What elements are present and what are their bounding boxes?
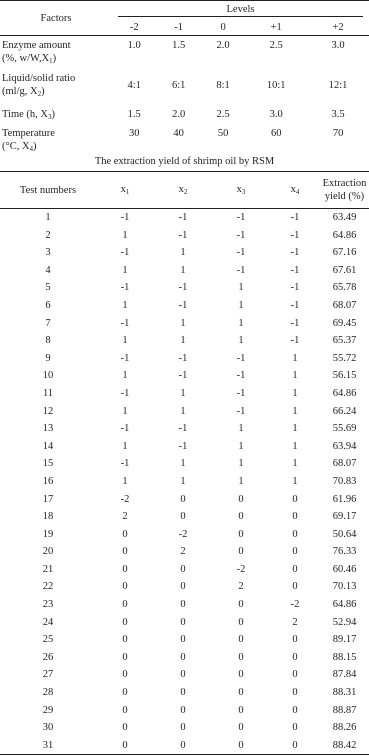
- test-number-cell: 27: [42, 669, 54, 681]
- x3-cell: 0: [238, 704, 244, 716]
- x4-cell: 0: [292, 722, 298, 734]
- x3-cell: 0: [238, 511, 244, 523]
- x-subscript: 3: [241, 188, 246, 196]
- test-number-cell: 26: [42, 651, 54, 663]
- table-row: [0, 684, 369, 702]
- yield-cell: 69.17: [332, 511, 357, 523]
- table-row: [0, 578, 369, 596]
- test-number-cell: 8: [45, 335, 51, 347]
- x2-cell: -1: [178, 423, 188, 435]
- x1-cell: 0: [122, 704, 128, 716]
- factor-unit-close: ): [52, 53, 57, 64]
- table-row: [0, 649, 369, 667]
- x1-cell: 0: [96, 737, 154, 755]
- x2-cell: 0: [180, 634, 186, 646]
- yield-cell: 88.26: [332, 722, 357, 734]
- x-base: x: [120, 184, 126, 195]
- x3-cell: 0: [238, 546, 244, 558]
- x1-cell: 2: [122, 511, 128, 523]
- factor-value: 1.0: [112, 36, 156, 69]
- factor-value: 3.0: [307, 36, 369, 69]
- test-number-cell: 22: [42, 581, 54, 593]
- yield-cell: 88.87: [332, 704, 357, 716]
- x1-cell: 1: [122, 370, 128, 382]
- factor-unit-close: ): [33, 141, 37, 152]
- table-row: [0, 279, 369, 297]
- x1-cell: 0: [122, 722, 128, 734]
- factor-row-enzyme: [0, 36, 369, 69]
- test-number-cell: 14: [42, 440, 54, 452]
- x1-cell: 0: [122, 634, 128, 646]
- test-number-cell: 15: [42, 458, 54, 470]
- test-number-cell: 21: [42, 563, 54, 575]
- test-number-cell: 30: [42, 722, 54, 734]
- x4-cell: 0: [270, 737, 320, 755]
- test-number-cell: 4: [45, 264, 51, 276]
- rsm-results-table: [0, 171, 369, 755]
- x3-cell: -1: [236, 370, 246, 382]
- table-row: [0, 332, 369, 350]
- factor-value: 6:1: [171, 80, 186, 91]
- x2-cell: -1: [178, 370, 188, 382]
- factor-unit: (%, w/W,X: [2, 53, 50, 64]
- x4-cell: 0: [292, 493, 298, 505]
- factor-value: 40: [173, 128, 184, 139]
- x1-cell: 0: [122, 528, 128, 540]
- x1-cell: 0: [122, 687, 128, 699]
- table-row: [0, 702, 369, 720]
- level-header-0: 0: [220, 21, 226, 33]
- x3-cell: 2: [238, 581, 244, 593]
- table-row: [0, 631, 369, 649]
- test-number-cell: 12: [42, 405, 54, 417]
- table-row: [0, 262, 369, 280]
- x4-cell: -1: [290, 299, 300, 311]
- level-header-m2: -2: [129, 21, 139, 33]
- x-subscript: 4: [295, 188, 300, 196]
- x4-cell: 0: [292, 563, 298, 575]
- x4-cell: 0: [292, 651, 298, 663]
- table-row: [0, 473, 369, 491]
- test-number-cell: 6: [45, 299, 51, 311]
- x1-cell: -1: [120, 387, 130, 399]
- factor-subscript: 1: [49, 57, 53, 65]
- x1-cell: 0: [122, 546, 128, 558]
- x3-cell: 1: [238, 458, 244, 470]
- table-row: [0, 244, 369, 262]
- x1-cell: 1: [122, 229, 128, 241]
- x4-cell: 1: [292, 475, 298, 487]
- yield-cell: 65.78: [332, 282, 357, 294]
- x3-cell: -2: [236, 563, 246, 575]
- x3-cell: 0: [238, 616, 244, 628]
- table-row: [0, 666, 369, 684]
- x3-cell: 1: [238, 282, 244, 294]
- x4-cell: -1: [290, 247, 300, 259]
- factor-unit: (°C, X: [2, 141, 30, 152]
- factor-value: 2.0: [172, 109, 186, 120]
- yield-cell: 66.24: [332, 405, 357, 417]
- yield-cell: 68.07: [332, 299, 357, 311]
- x2-cell: 0: [180, 511, 186, 523]
- x1-cell: 0: [122, 599, 128, 611]
- x1-cell: 1: [122, 299, 128, 311]
- x2-cell: 0: [180, 722, 186, 734]
- factor-value: 30: [128, 128, 140, 139]
- x4-header: [270, 172, 320, 209]
- x2-cell: 0: [180, 493, 186, 505]
- yield-cell: 88.15: [332, 651, 357, 663]
- x3-cell: -1: [236, 352, 246, 364]
- x1-cell: 0: [122, 616, 128, 628]
- x1-header: [96, 172, 154, 209]
- x4-cell: -1: [290, 229, 300, 241]
- factor-value: 2.5: [245, 36, 307, 69]
- yield-cell: 50.64: [332, 528, 357, 540]
- test-number-cell: 25: [42, 634, 54, 646]
- table-row: [0, 209, 369, 227]
- x1-cell: -1: [120, 282, 130, 294]
- factor-value: 4:1: [127, 80, 141, 91]
- x2-cell: 1: [180, 335, 186, 347]
- x3-cell: -1: [236, 264, 246, 276]
- yield-cell: 87.84: [332, 669, 357, 681]
- x4-cell: 0: [292, 511, 298, 523]
- x4-cell: -1: [290, 317, 300, 329]
- test-number-cell: 20: [42, 546, 54, 558]
- table-row: [0, 403, 369, 421]
- table-row: [0, 367, 369, 385]
- x3-cell: 1: [238, 317, 244, 329]
- x2-cell: 0: [180, 581, 186, 593]
- x1-cell: -1: [120, 458, 130, 470]
- x2-cell: 1: [180, 475, 186, 487]
- yield-header: [320, 172, 369, 209]
- yield-header-line1: Extraction: [322, 178, 367, 189]
- x-base: x: [178, 184, 184, 195]
- test-number-cell: 16: [42, 475, 54, 487]
- x2-cell: -1: [178, 440, 188, 452]
- x1-cell: 1: [122, 264, 128, 276]
- test-number-cell: 17: [42, 493, 54, 505]
- x4-cell: 1: [292, 387, 298, 399]
- test-number-cell: 10: [42, 370, 54, 382]
- x3-cell: 0: [238, 722, 244, 734]
- x4-cell: 1: [292, 440, 298, 452]
- table-row: [0, 438, 369, 456]
- x4-cell: 2: [292, 616, 298, 628]
- factor-subscript: 2: [37, 90, 42, 98]
- factor-subscript: 3: [48, 113, 52, 121]
- x3-cell: 1: [238, 299, 244, 311]
- x3-header: [212, 172, 270, 209]
- yield-cell: 68.07: [332, 458, 357, 470]
- factor-value: 2.5: [216, 109, 230, 120]
- table-row: [0, 737, 369, 755]
- x2-cell: 0: [180, 704, 186, 716]
- table-row: [0, 719, 369, 737]
- x3-cell: 1: [238, 475, 244, 487]
- x1-cell: -1: [120, 352, 130, 364]
- x3-cell: 0: [238, 599, 244, 611]
- table-row: [0, 297, 369, 315]
- x3-cell: 0: [212, 737, 270, 755]
- yield-cell: 63.94: [332, 440, 357, 452]
- yield-cell: 64.86: [332, 387, 357, 399]
- x2-cell: -1: [178, 212, 188, 223]
- x4-cell: 0: [292, 687, 298, 699]
- x3-cell: 1: [238, 423, 244, 435]
- table-row: [0, 543, 369, 561]
- factor-row-ratio: [0, 68, 369, 101]
- test-number-cell: 18: [42, 511, 54, 523]
- x2-cell: -1: [178, 229, 188, 241]
- factor-row-temperature: [0, 124, 369, 156]
- x2-cell: 1: [180, 387, 186, 399]
- yield-cell: 61.96: [332, 493, 357, 505]
- x2-cell: 0: [180, 669, 186, 681]
- test-number-cell: 23: [42, 599, 54, 611]
- x1-cell: 0: [122, 563, 128, 575]
- x1-cell: 1: [122, 335, 128, 347]
- x2-cell: 2: [180, 546, 186, 558]
- x3-cell: 1: [238, 335, 244, 347]
- x3-cell: 1: [238, 440, 244, 452]
- x4-cell: 0: [292, 546, 298, 558]
- x1-cell: 0: [122, 651, 128, 663]
- test-number-cell: 28: [42, 687, 54, 699]
- rsm-table-body: [0, 209, 369, 755]
- yield-header-line2: yield (%): [324, 191, 365, 202]
- factor-value: 1.5: [127, 109, 141, 120]
- factor-unit: (ml/g, X: [2, 86, 38, 97]
- x1-cell: -1: [120, 247, 130, 259]
- x1-cell: -1: [120, 317, 130, 329]
- x4-cell: 0: [292, 528, 298, 540]
- test-number-cell: 9: [45, 352, 51, 364]
- x3-cell: 0: [238, 528, 244, 540]
- x-base: x: [290, 184, 296, 195]
- levels-header: Levels: [118, 3, 363, 17]
- yield-cell: 64.86: [332, 229, 357, 241]
- table-row: [0, 420, 369, 438]
- x3-cell: -1: [236, 387, 246, 399]
- yield-cell: 67.16: [332, 247, 357, 259]
- yield-cell: 65.37: [332, 335, 357, 347]
- x3-cell: 0: [238, 493, 244, 505]
- table-row: [0, 455, 369, 473]
- factor-label: Time (h, X: [2, 109, 48, 120]
- yield-cell: 88.31: [332, 687, 357, 699]
- factor-subscript: 4: [29, 145, 34, 153]
- x1-cell: 1: [122, 475, 128, 487]
- table-row: [0, 491, 369, 509]
- x4-cell: 1: [292, 423, 298, 435]
- x2-cell: 1: [180, 458, 186, 470]
- x2-cell: -1: [178, 299, 188, 311]
- x2-cell: -1: [178, 282, 188, 294]
- x2-cell: 1: [180, 264, 186, 276]
- factor-value: 50: [217, 128, 229, 139]
- x2-cell: -2: [178, 528, 188, 540]
- test-number-cell: 11: [42, 387, 54, 399]
- test-number-cell: 3: [45, 247, 51, 259]
- x2-cell: 0: [154, 737, 212, 755]
- factor-label: Temperature: [2, 128, 55, 139]
- x3-cell: -1: [236, 229, 246, 241]
- table-row: [0, 227, 369, 245]
- yield-cell: 52.94: [332, 616, 357, 628]
- table-row: [0, 385, 369, 403]
- yield-cell: 64.86: [332, 599, 357, 611]
- level-header-m1: -1: [174, 21, 184, 33]
- x3-cell: 0: [238, 634, 244, 646]
- test-number-cell: 5: [45, 282, 51, 294]
- factor-unit-close: ): [51, 109, 55, 120]
- x4-cell: 1: [292, 405, 298, 417]
- factor-value: 12:1: [328, 80, 348, 91]
- x4-cell: 1: [292, 458, 298, 470]
- table-row: [0, 350, 369, 368]
- factor-levels-table: [0, 0, 369, 156]
- yield-cell: 60.46: [332, 563, 357, 575]
- x4-cell: 1: [292, 370, 298, 382]
- x1-cell: 1: [122, 440, 128, 452]
- x4-cell: 0: [292, 704, 298, 716]
- table-row: [0, 614, 369, 632]
- x4-cell: -1: [290, 212, 300, 223]
- factor-value: 3.0: [269, 109, 283, 120]
- x1-cell: 1: [122, 405, 128, 417]
- factors-header: Factors: [0, 1, 112, 36]
- test-number-cell: 1: [45, 212, 51, 223]
- x-base: x: [236, 184, 242, 195]
- x2-cell: 0: [180, 616, 186, 628]
- test-number-cell: 31: [0, 737, 96, 755]
- factor-value: 1.5: [156, 36, 200, 69]
- x2-cell: 1: [180, 317, 186, 329]
- table-row: [0, 561, 369, 579]
- test-number-cell: 29: [42, 704, 54, 716]
- yield-cell: 67.61: [332, 264, 357, 276]
- x1-cell: -1: [120, 423, 130, 435]
- factor-value: 10:1: [266, 80, 286, 91]
- x4-cell: 0: [292, 634, 298, 646]
- yield-cell: 88.42: [320, 737, 369, 755]
- x2-cell: 0: [180, 687, 186, 699]
- x3-cell: -1: [236, 212, 246, 223]
- x2-cell: -1: [178, 352, 188, 364]
- x-subscript: 2: [183, 188, 188, 196]
- factor-unit-close: ): [41, 86, 45, 97]
- test-number-cell: 24: [42, 616, 54, 628]
- x3-cell: 0: [238, 687, 244, 699]
- factor-row-time: [0, 101, 369, 124]
- yield-cell: 56.15: [332, 370, 357, 382]
- x2-header: [154, 172, 212, 209]
- test-numbers-header: Test numbers: [0, 172, 96, 209]
- table-row: [0, 526, 369, 544]
- factor-value: 2.0: [201, 36, 245, 69]
- x3-cell: -1: [236, 405, 246, 417]
- level-header-p1: +1: [270, 21, 282, 33]
- test-number-cell: 7: [45, 317, 51, 329]
- factor-label: Liquid/solid ratio: [2, 73, 76, 84]
- test-number-cell: 19: [42, 528, 54, 540]
- x4-cell: 1: [292, 352, 298, 364]
- x2-cell: 0: [180, 599, 186, 611]
- factor-value: 70: [332, 128, 344, 139]
- factor-value: 60: [270, 128, 282, 139]
- test-number-cell: 2: [45, 229, 51, 241]
- table-row: [0, 596, 369, 614]
- x1-cell: 0: [122, 581, 128, 593]
- yield-cell: 55.72: [332, 352, 357, 364]
- x4-cell: -1: [290, 282, 300, 294]
- yield-cell: 70.83: [332, 475, 357, 487]
- yield-cell: 63.49: [332, 212, 357, 223]
- yield-cell: 55.69: [332, 423, 357, 435]
- x2-cell: 1: [180, 405, 186, 417]
- x4-cell: -1: [290, 335, 300, 347]
- x3-cell: -1: [236, 247, 246, 259]
- yield-cell: 89.17: [332, 634, 357, 646]
- table-row: [0, 315, 369, 333]
- x1-cell: -1: [120, 212, 130, 223]
- level-header-p2: +2: [332, 21, 344, 33]
- yield-cell: 69.45: [332, 317, 357, 329]
- table-caption: The extraction yield of shrimp oil by RSM: [94, 156, 275, 167]
- table-row: [0, 508, 369, 526]
- test-number-cell: 13: [42, 423, 54, 435]
- factor-label: Enzyme amount: [2, 40, 71, 51]
- x2-cell: 0: [180, 651, 186, 663]
- x4-cell: 0: [292, 669, 298, 681]
- x1-cell: 0: [122, 669, 128, 681]
- factor-value: 3.5: [331, 109, 345, 120]
- x-subscript: 1: [125, 188, 130, 196]
- x4-cell: -1: [290, 264, 300, 276]
- yield-cell: 76.33: [332, 546, 357, 558]
- x2-cell: 0: [180, 563, 186, 575]
- x3-cell: 0: [238, 669, 244, 681]
- x4-cell: 0: [292, 581, 298, 593]
- x2-cell: 1: [180, 247, 186, 259]
- x4-cell: -2: [290, 599, 300, 611]
- x1-cell: -2: [120, 493, 130, 505]
- x3-cell: 0: [238, 651, 244, 663]
- factor-value: 8:1: [216, 80, 230, 91]
- yield-cell: 70.13: [332, 581, 357, 593]
